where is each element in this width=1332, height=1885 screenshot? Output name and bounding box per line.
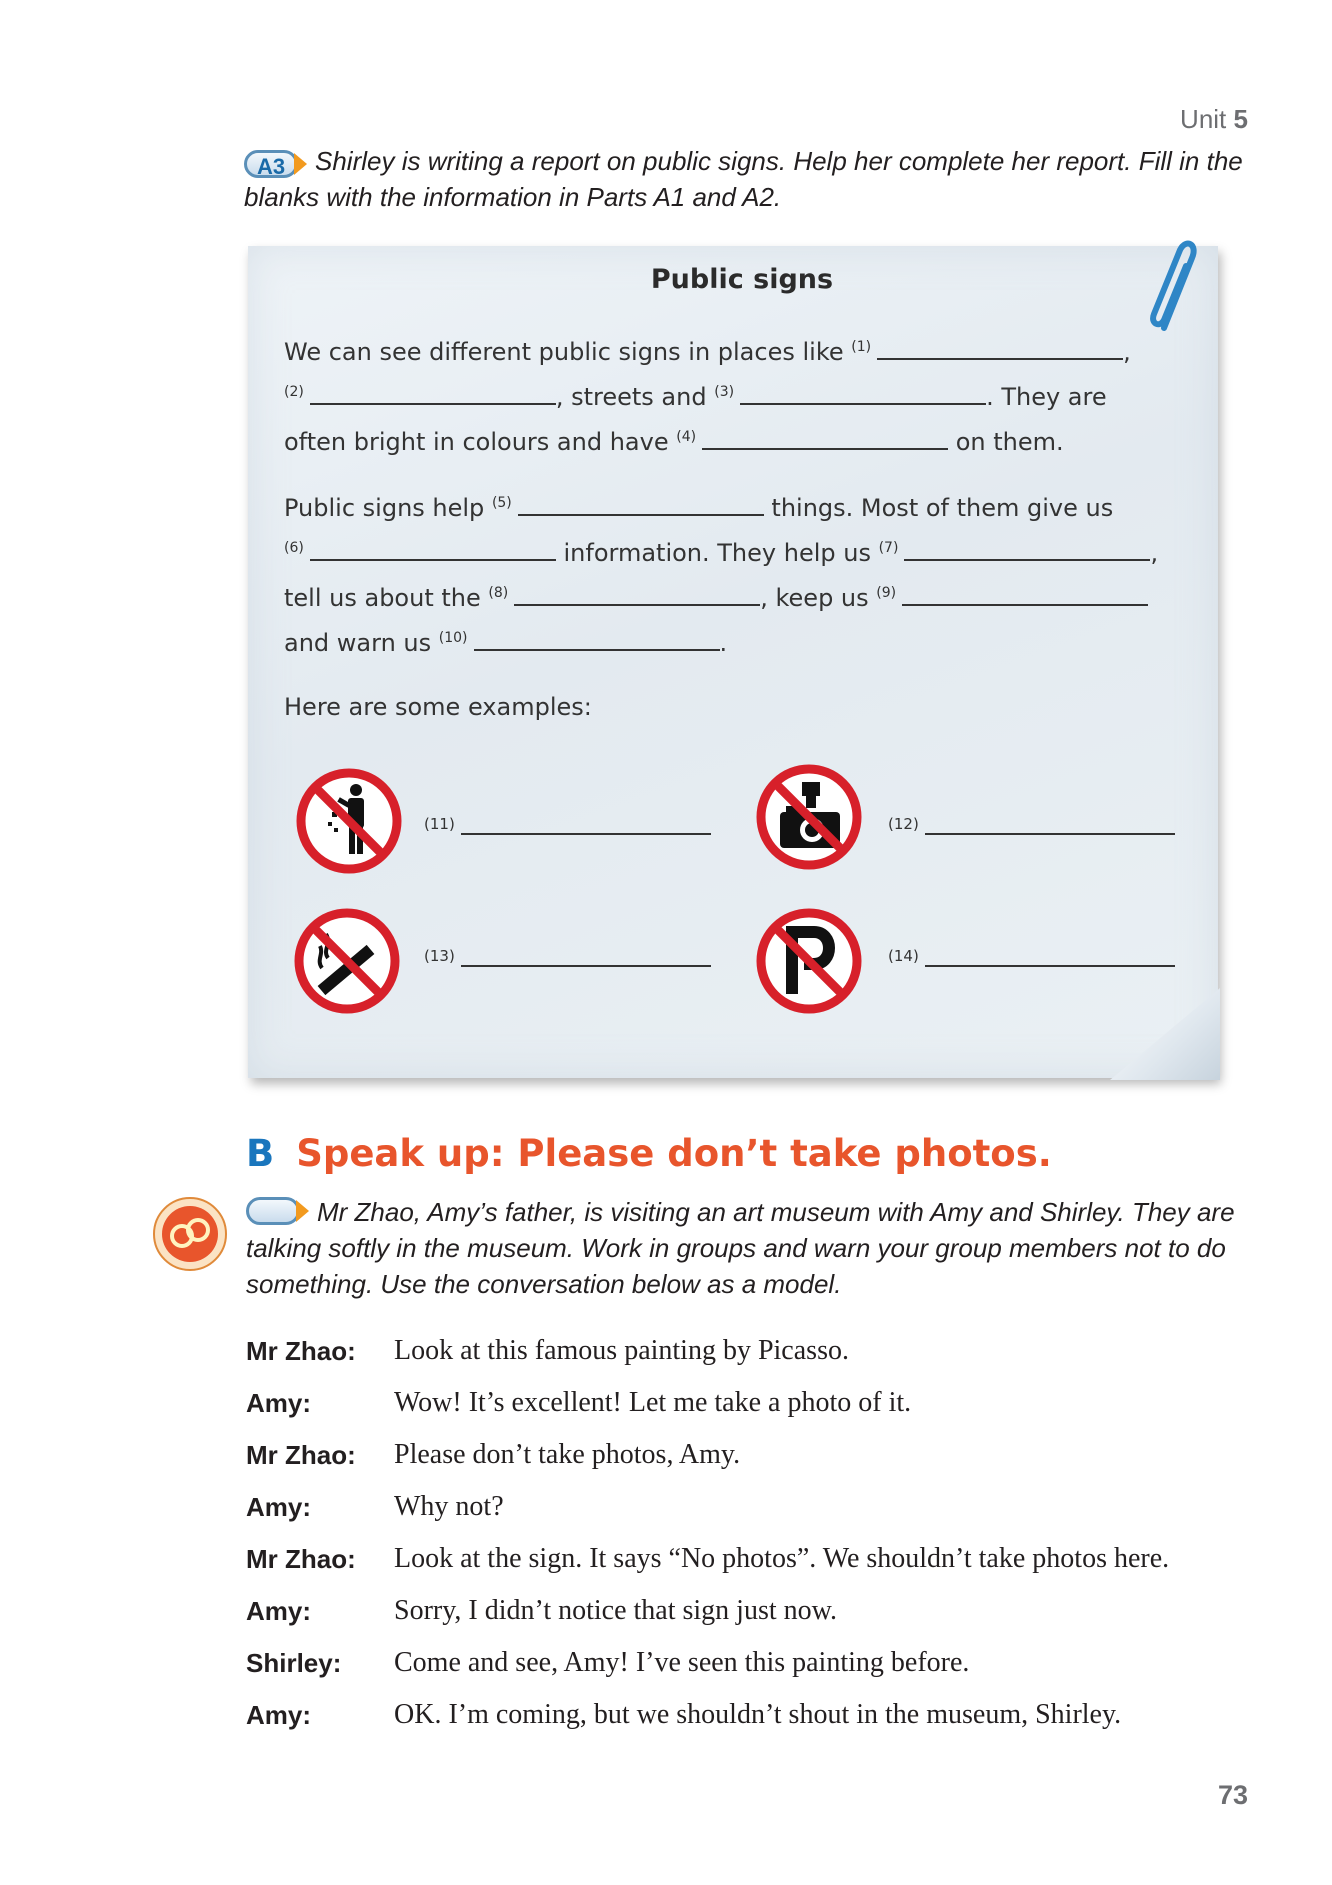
section-b-instruction: Mr Zhao, Amy’s father, is visiting an art museum with Amy and Shirley. They are talking softly in the museum. Work in groups and warn your group members not to do something. Use the conversation below as a model. — [246, 1197, 1235, 1299]
page-number: 73 — [1217, 1780, 1248, 1810]
dialogue-line: Amy: Wow! It’s excellent! Let me take a photo of it. — [246, 1387, 912, 1418]
blank-8[interactable] — [514, 582, 760, 606]
no-photos-icon — [754, 762, 864, 872]
blank-14[interactable] — [925, 949, 1175, 967]
dialogue-line: Mr Zhao: Look at the sign. It says “No photos”. We shouldn’t take photos here. — [246, 1543, 1170, 1574]
section-letter: B — [246, 1132, 275, 1175]
a3-instruction: Shirley is writing a report on public signs. Help her complete her report. Fill in the blanks with the information in Parts A1 and A2. — [244, 146, 1243, 212]
sign-label-14: (14) — [888, 947, 1175, 967]
para2-line3: tell us about the $^{(8)}$ , keep us $^{(9)}$ — [284, 582, 1148, 612]
para1-line1: We can see different public signs in places like $^{(1)}$ , — [284, 338, 1131, 366]
no-littering-icon — [294, 766, 404, 876]
play-arrow-icon — [294, 153, 307, 175]
play-arrow-icon — [296, 1200, 309, 1222]
dialogue-line: Amy: OK. I’m coming, but we shouldn’t shout in the museum, Shirley. — [246, 1699, 1122, 1730]
section-title: Speak up: Please don’t take photos. — [296, 1132, 1052, 1175]
section-b-instruction-block — [246, 1194, 1250, 1302]
dialogue-line: Amy: Why not? — [246, 1491, 504, 1522]
blank-2[interactable] — [310, 381, 556, 405]
blank-5[interactable] — [518, 492, 764, 516]
blank-7[interactable] — [904, 537, 1150, 561]
a3-tag: A3 — [244, 150, 307, 178]
no-parking-icon — [754, 906, 864, 1016]
blank-13[interactable] — [461, 949, 711, 967]
unit-label: Unit 5 — [1180, 104, 1248, 134]
para2-line1: Public signs help $^{(5)}$ things. Most of them give us — [284, 494, 1114, 522]
blank-10[interactable] — [474, 627, 720, 651]
para1-line2: $^{(2)}$ , streets and $^{(3)}$ . They are — [284, 383, 1107, 411]
section-b-heading — [246, 1132, 1052, 1175]
sign-label-12: (12) — [888, 815, 1175, 835]
dialogue-line: Amy: Sorry, I didn’t notice that sign just now. — [246, 1595, 838, 1626]
blank-12[interactable] — [925, 817, 1175, 835]
report-title: Public signs — [650, 264, 834, 295]
no-smoking-icon — [292, 906, 402, 1016]
blank-3[interactable] — [740, 381, 986, 405]
speaking-activity-icon — [152, 1196, 228, 1272]
activity-tag — [246, 1197, 309, 1225]
dialogue-line: Mr Zhao: Please don’t take photos, Amy. — [246, 1439, 741, 1470]
blank-4[interactable] — [702, 426, 948, 450]
dialogue-line: Mr Zhao: Look at this famous painting by Picasso. — [246, 1335, 849, 1366]
dialogue-line: Shirley: Come and see, Amy! I’ve seen this painting before. — [246, 1647, 970, 1678]
blank-6[interactable] — [310, 537, 556, 561]
examples-label: Here are some examples: — [284, 693, 592, 721]
para2-line2: $^{(6)}$ information. They help us $^{(7)}$ , — [284, 539, 1159, 567]
sign-label-11: (11) — [424, 815, 711, 835]
sign-label-13: (13) — [424, 947, 711, 967]
report-title-row — [0, 264, 1332, 295]
blank-9[interactable] — [902, 582, 1148, 606]
blank-11[interactable] — [461, 817, 711, 835]
a3-instruction-block — [244, 143, 1248, 215]
dialogue — [246, 1334, 1256, 1750]
para1-line3: often bright in colours and have $^{(4)}$ on them. — [284, 428, 1064, 456]
blank-1[interactable] — [877, 336, 1123, 360]
para2-line4: and warn us $^{(10)}$ . — [284, 629, 728, 657]
